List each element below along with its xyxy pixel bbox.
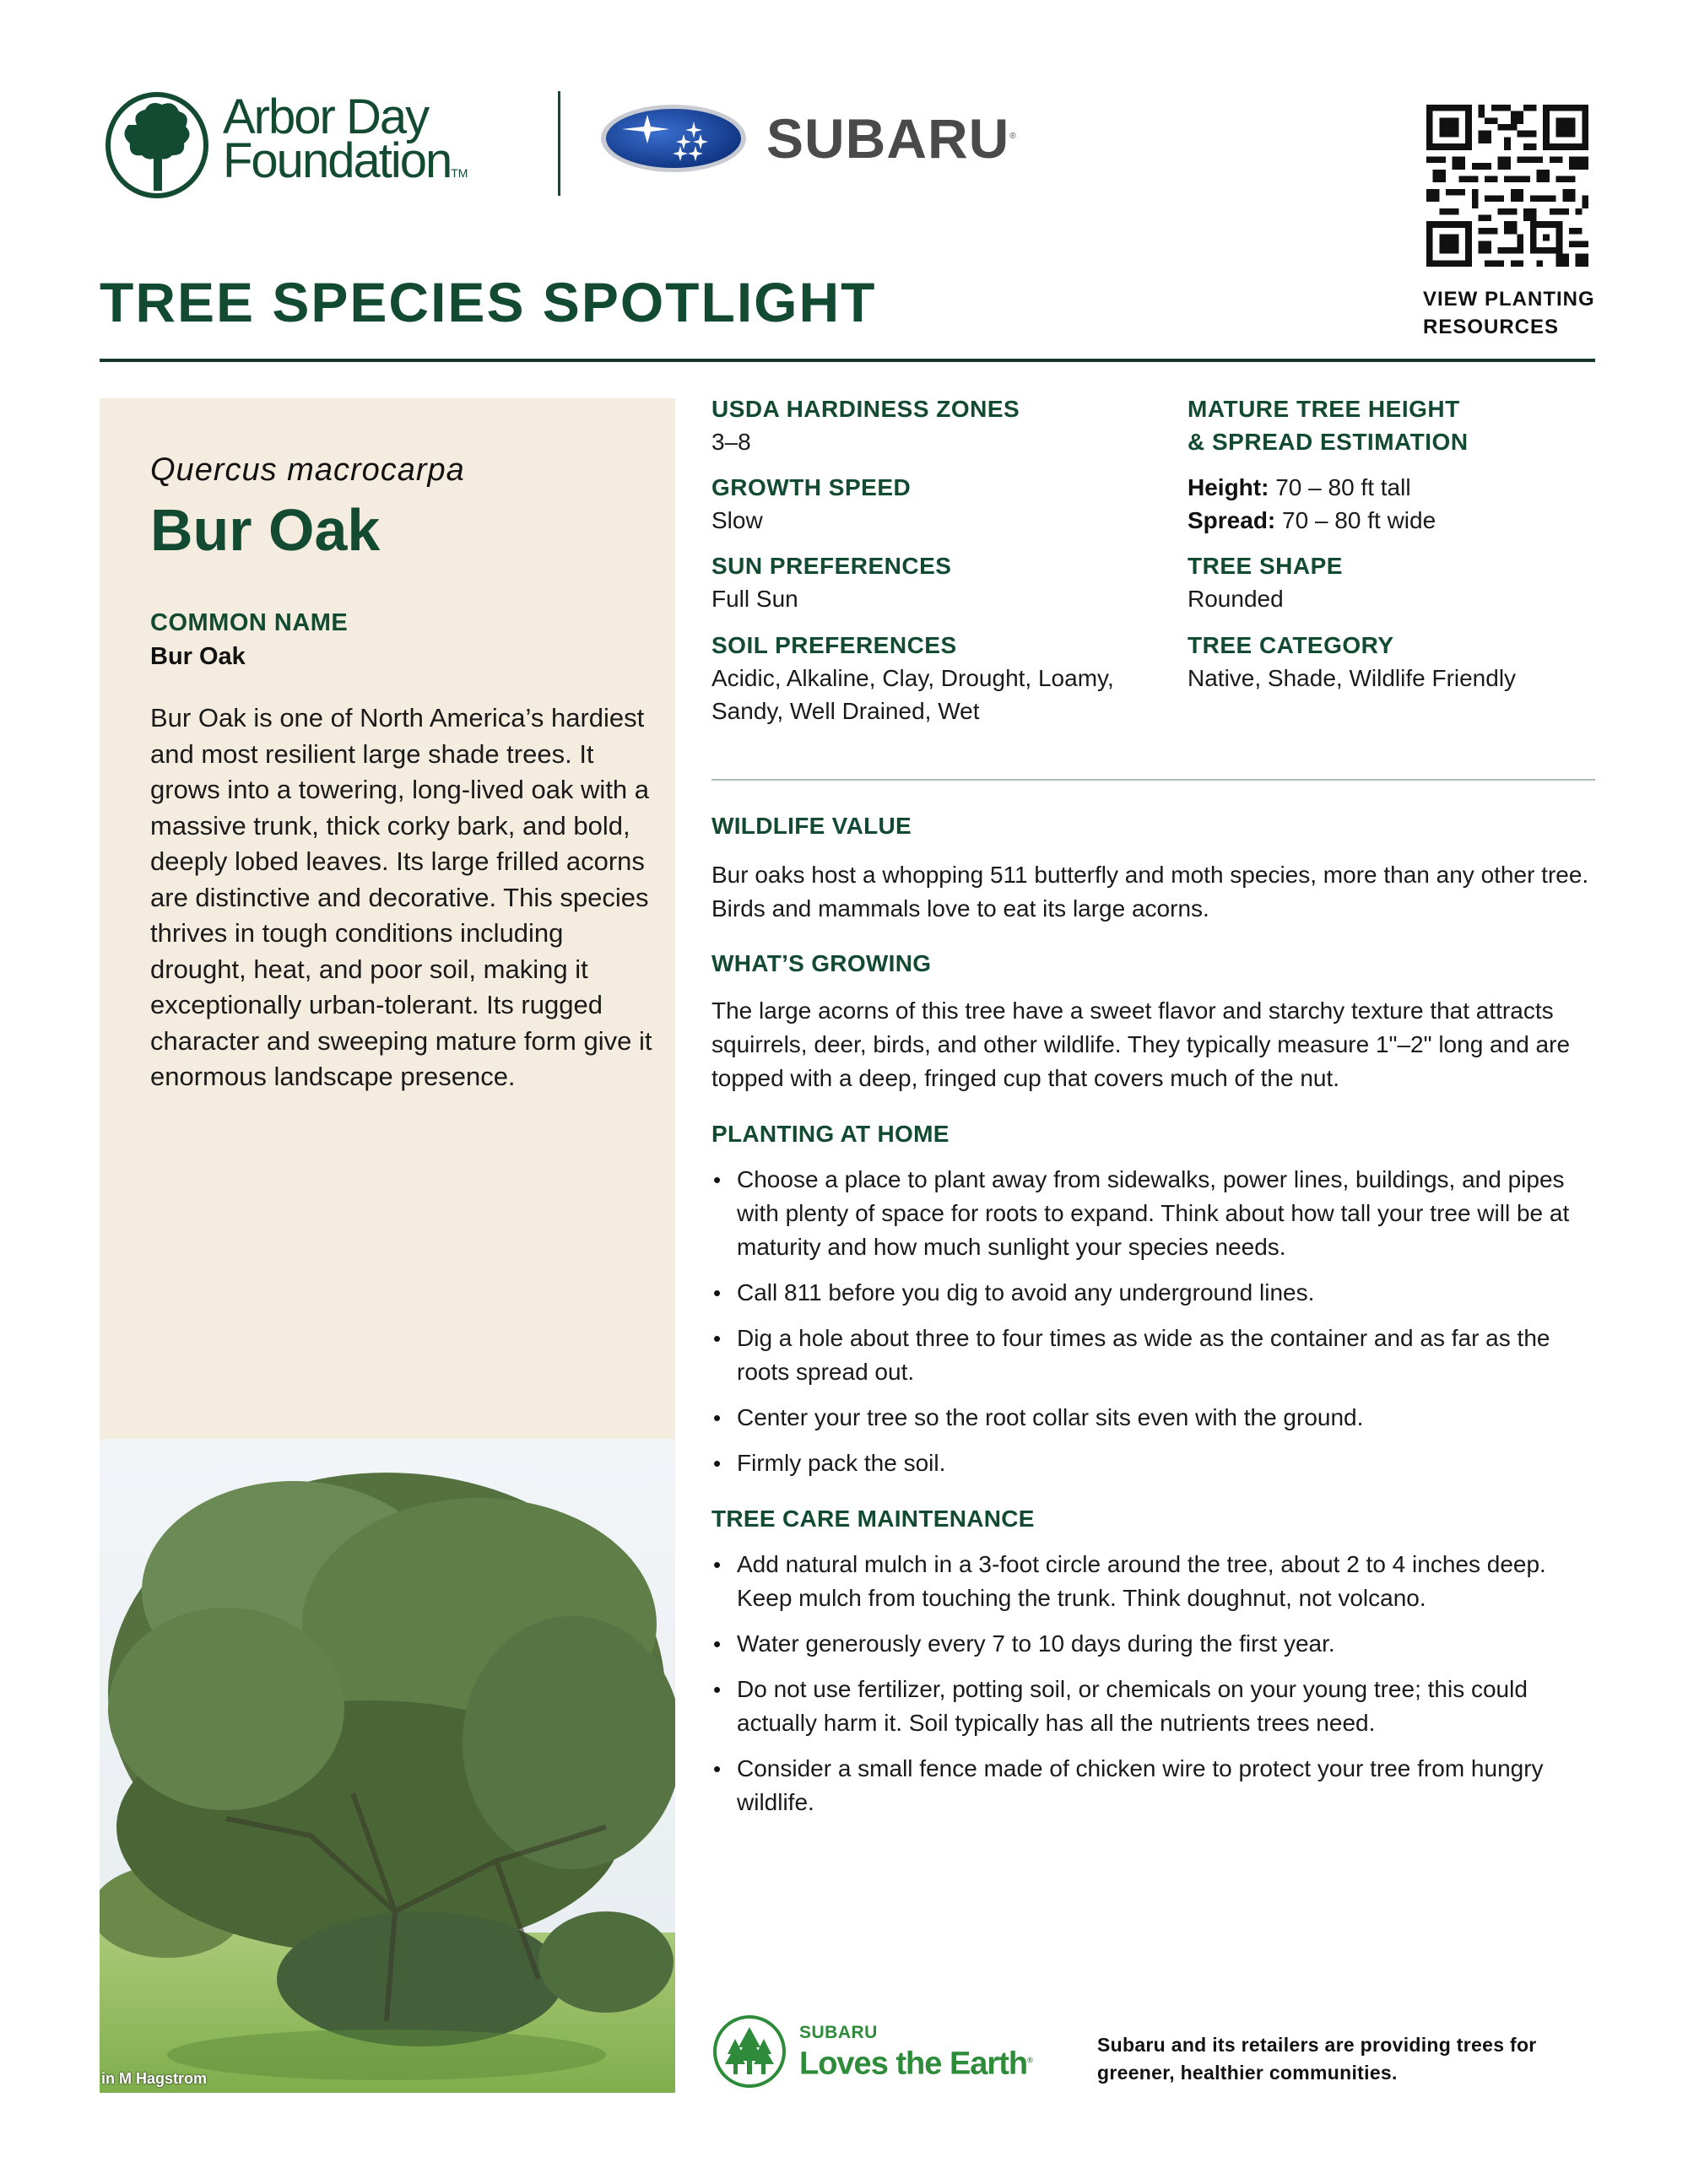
sun-preferences-block — [711, 549, 951, 615]
spread-label: Spread: — [1188, 507, 1276, 533]
soil-preferences-label: SOIL PREFERENCES — [711, 632, 957, 658]
spread-value: 70 – 80 ft wide — [1275, 507, 1436, 533]
mature-size-label-line1: MATURE TREE HEIGHT — [1188, 396, 1460, 422]
pine-trees-in-circle-icon — [711, 2014, 787, 2089]
list-item: • Call 811 before you dig to avoid any underground lines. — [711, 1276, 1598, 1310]
list-item: • Center your tree so the root collar sits even with the ground. — [711, 1401, 1598, 1435]
hardiness-zones-block — [711, 392, 1020, 458]
tree-shape-value: Rounded — [1188, 586, 1284, 612]
qr-code-icon — [1426, 105, 1588, 267]
common-name-value: Bur Oak — [150, 643, 246, 670]
registered-mark: ® — [1009, 132, 1017, 141]
list-item: • Consider a small fence made of chicken wire to protect your tree from hungry wildlife. — [711, 1752, 1598, 1819]
arbor-logo-line2: Foundation — [223, 133, 452, 188]
tree-shape-block — [1188, 549, 1343, 615]
page-title: TREE SPECIES SPOTLIGHT — [100, 271, 877, 333]
tree-photo — [100, 1439, 675, 2093]
loves-earth-tagline: Loves the Earth — [799, 2046, 1028, 2082]
sun-preferences-label: SUN PREFERENCES — [711, 553, 952, 579]
wildlife-value-text: Bur oaks host a whopping 511 butterfly and moth species, more than any other tree. Birds and mammals love to eat its large acorns. — [711, 862, 1589, 922]
common-name-label: COMMON NAME — [150, 609, 349, 636]
subaru-logo — [598, 101, 1017, 176]
trademark-mark: TM — [451, 166, 468, 180]
tree-category-value: Native, Shade, Wildlife Friendly — [1188, 665, 1517, 691]
title-divider — [100, 359, 1595, 362]
tree-in-circle-icon — [103, 91, 211, 199]
mature-size-label-line2: & SPREAD ESTIMATION — [1188, 429, 1469, 455]
growth-speed-block — [711, 471, 911, 537]
growth-speed-label: GROWTH SPEED — [711, 474, 912, 500]
planting-at-home-list — [711, 1163, 1598, 1492]
list-item: • Add natural mulch in a 3-foot circle around the tree, about 2 to 4 inches deep. Keep mulch from touching the trunk. Think doughnut, not volcano. — [711, 1548, 1598, 1615]
scientific-name: Quercus macrocarpa — [150, 452, 465, 488]
tree-category-block — [1188, 629, 1516, 695]
height-value: 70 – 80 ft tall — [1269, 474, 1411, 500]
height-row — [1188, 471, 1469, 504]
photo-credit: in M Hagstrom — [101, 2070, 208, 2087]
view-planting-resources-label — [1423, 285, 1595, 341]
list-item: • Do not use fertilizer, potting soil, or chemicals on your young tree; this could actually harm it. Soil typically has all the nutrients trees need. — [711, 1673, 1598, 1740]
hardiness-zones-label: USDA HARDINESS ZONES — [711, 396, 1020, 422]
list-item: • Dig a hole about three to four times as wide as the container and as far as the roots spread out. — [711, 1322, 1598, 1389]
list-item: • Choose a place to plant away from sidewalks, power lines, buildings, and pipes with plenty of space for roots to expand. Think about how tall your tree will be at maturity and how much sunlight your species needs. — [711, 1163, 1598, 1264]
soil-preferences-value: Acidic, Alkaline, Clay, Drought, Loamy, Sandy, Well Drained, Wet — [711, 665, 1114, 724]
tree-care-maintenance-label: TREE CARE MAINTENANCE — [711, 1506, 1035, 1532]
species-title: Bur Oak — [150, 497, 381, 563]
height-label: Height: — [1188, 474, 1269, 500]
growth-speed-value: Slow — [711, 507, 763, 533]
hardiness-zones-value: 3–8 — [711, 429, 751, 455]
logo-divider — [558, 91, 560, 196]
arbor-day-foundation-logo — [103, 91, 517, 199]
tree-care-maintenance-list — [711, 1548, 1598, 1831]
mature-size-block — [1188, 392, 1469, 537]
list-item: • Firmly pack the soil. — [711, 1446, 1598, 1480]
subaru-loves-the-earth-logo — [711, 2014, 1032, 2089]
qr-code[interactable] — [1426, 105, 1588, 267]
whats-growing-text: The large acorns of this tree have a sweet flavor and starchy texture that attracts squirrels, deer, birds, and other wildlife. They typically measure 1"–2" long and are topped with a deep, fringed cup that covers much of the nut. — [711, 997, 1571, 1091]
footer-note: Subaru and its retailers are providing trees for greener, healthier communities. — [1097, 2034, 1537, 2084]
wildlife-value-label: WILDLIFE VALUE — [711, 813, 912, 839]
list-item: • Water generously every 7 to 10 days during the first year. — [711, 1627, 1598, 1661]
loves-earth-brand: SUBARU — [799, 2022, 878, 2042]
tree-shape-label: TREE SHAPE — [1188, 553, 1343, 579]
species-description: Bur Oak is one of North America’s hardiest and most resilient large shade trees. It grows into a towering, long-lived oak with a massive trunk, thick corky bark, and bold, deeply lobed leaves. Its large frilled acorns are distinctive and decorative. This species thrives in tough conditions including drought, heat, and poor soil, making it exceptionally urban-tolerant. Its rugged character and sweeping mature form give it enormous landscape presence. — [150, 703, 652, 1091]
tree-category-label: TREE CATEGORY — [1188, 632, 1394, 658]
subaru-stars-emblem-icon — [598, 101, 749, 176]
whats-growing-label: WHAT’S GROWING — [711, 950, 932, 976]
bur-oak-tree-image — [100, 1439, 675, 2093]
sun-preferences-value: Full Sun — [711, 586, 798, 612]
spread-row — [1188, 504, 1469, 537]
qr-label-line2: RESOURCES — [1423, 316, 1560, 338]
soil-preferences-block — [711, 629, 1159, 727]
arbor-logo-line1: Arbor Day — [223, 89, 429, 144]
subaru-wordmark: SUBARU — [766, 107, 1010, 170]
qr-label-line1: VIEW PLANTING — [1423, 288, 1595, 311]
planting-at-home-label: PLANTING AT HOME — [711, 1121, 950, 1147]
section-divider — [711, 779, 1595, 781]
registered-mark: ® — [1027, 2055, 1032, 2064]
